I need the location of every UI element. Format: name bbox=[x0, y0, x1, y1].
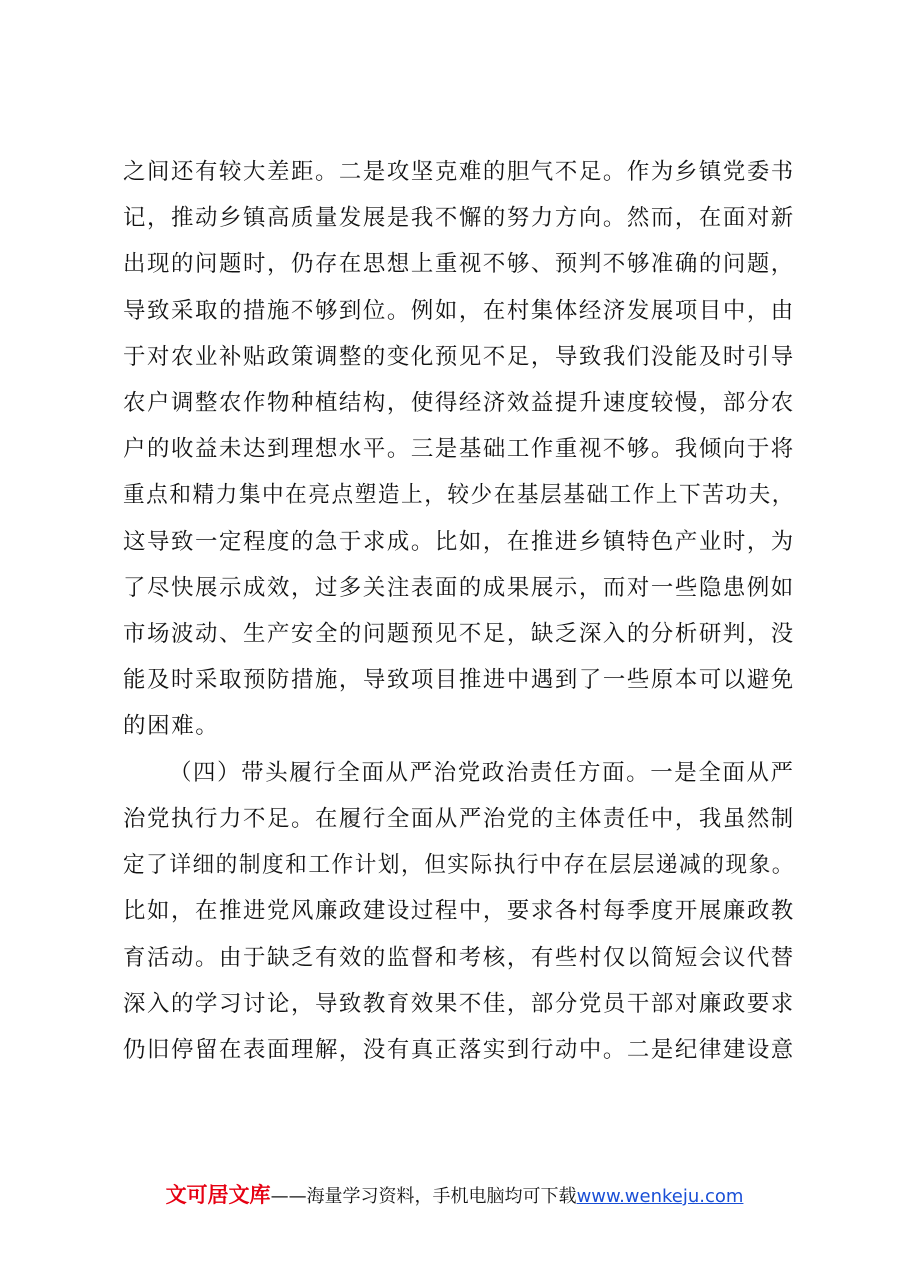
text-line: 能及时采取预防措施，导致项目推进中遇到了一些原本可以避免 bbox=[123, 667, 795, 693]
text-line: 重点和精力集中在亮点塑造上，较少在基层基础工作上下苦功夫， bbox=[123, 482, 795, 508]
text-line: 治党执行力不足。在履行全面从严治党的主体责任中，我虽然制 bbox=[123, 806, 795, 832]
text-line: 了尽快展示成效，过多关注表面的成果展示，而对一些隐患例如 bbox=[123, 575, 795, 601]
text-line: 定了详细的制度和工作计划，但实际执行中存在层层递减的现象。 bbox=[123, 852, 795, 878]
text-line: 市场波动、生产安全的问题预见不足，缺乏深入的分析研判，没 bbox=[123, 621, 795, 647]
text-line: 仍旧停留在表面理解，没有真正落实到行动中。二是纪律建设意 bbox=[123, 1037, 795, 1063]
website-link[interactable]: www.wenkeju.com bbox=[576, 1186, 744, 1207]
text-line: 出现的问题时，仍存在思想上重视不够、预判不够准确的问题， bbox=[123, 251, 795, 277]
text-line: 育活动。由于缺乏有效的监督和考核，有些村仅以简短会议代替 bbox=[123, 945, 795, 971]
text-line: 的困难。 bbox=[123, 713, 220, 739]
text-line: 这导致一定程度的急于求成。比如，在推进乡镇特色产业时，为 bbox=[123, 529, 795, 555]
text-line: 之间还有较大差距。二是攻坚克难的胆气不足。作为乡镇党委书 bbox=[123, 159, 795, 185]
text-line: 农户调整农作物种植结构，使得经济效益提升速度较慢，部分农 bbox=[123, 390, 795, 416]
brand-name: 文可居文库 bbox=[165, 1183, 271, 1207]
text-line: 比如，在推进党风廉政建设过程中，要求各村每季度开展廉政教 bbox=[123, 898, 795, 924]
text-line: 深入的学习讨论，导致教育效果不佳，部分党员干部对廉政要求 bbox=[123, 991, 795, 1017]
footer-tagline: ——海量学习资料，手机电脑均可下载 bbox=[270, 1186, 577, 1207]
text-line: 于对农业补贴政策调整的变化预见不足，导致我们没能及时引导 bbox=[123, 344, 795, 370]
text-line: 户的收益未达到理想水平。三是基础工作重视不够。我倾向于将 bbox=[123, 436, 795, 462]
text-line: 记，推动乡镇高质量发展是我不懈的努力方向。然而，在面对新 bbox=[123, 205, 795, 231]
section-heading-line: （四）带头履行全面从严治党政治责任方面。一是全面从严 bbox=[169, 760, 795, 786]
footer-banner bbox=[0, 1181, 909, 1211]
text-line: 导致采取的措施不够到位。例如，在村集体经济发展项目中，由 bbox=[123, 298, 795, 324]
